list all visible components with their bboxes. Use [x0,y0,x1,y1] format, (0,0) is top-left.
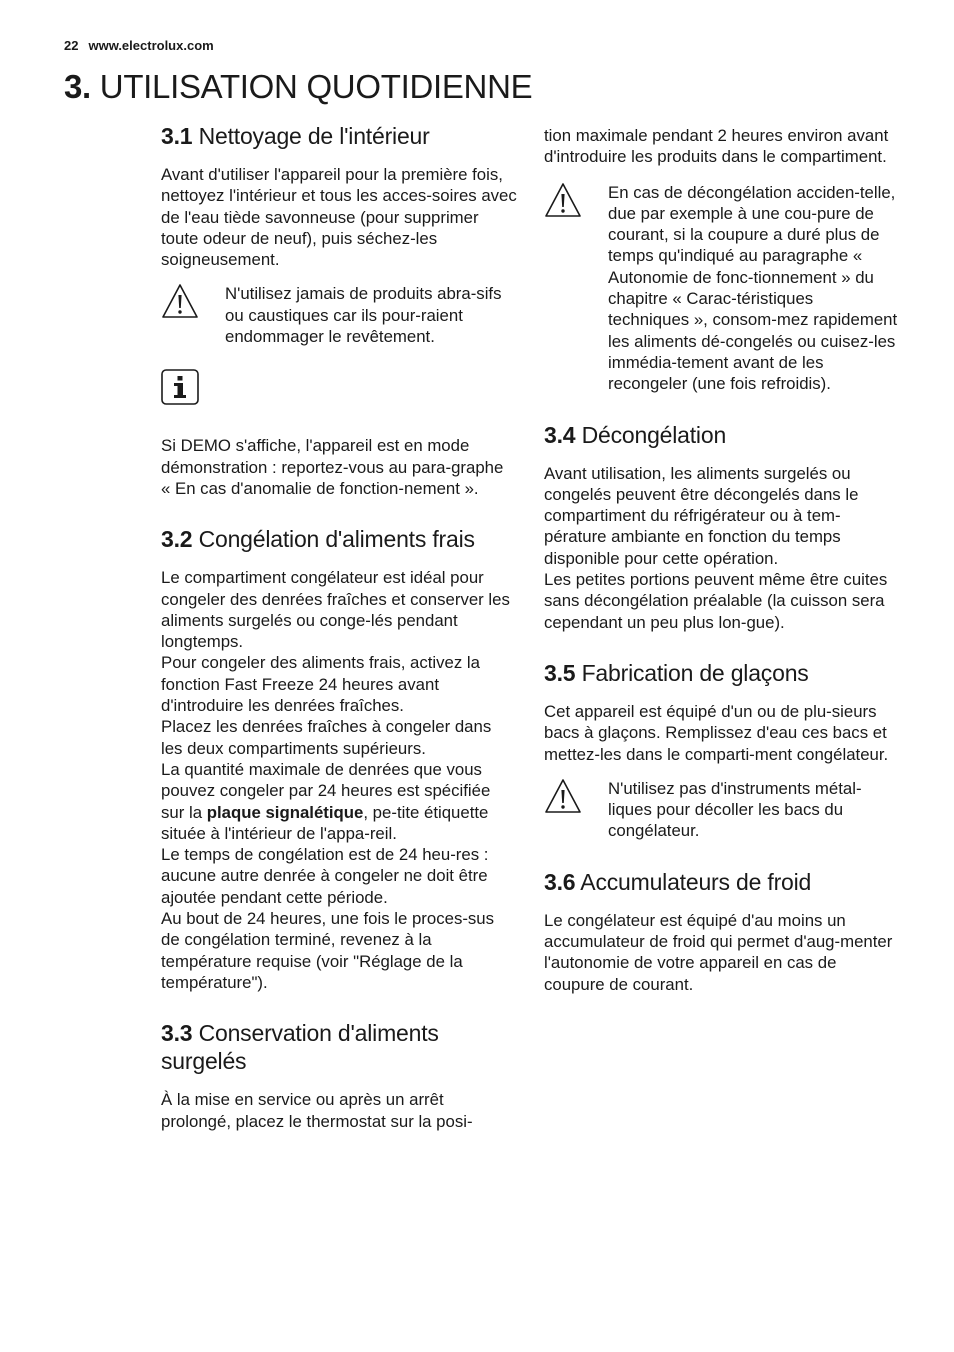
paragraph: Pour congeler des aliments frais, activez la fonction Fast Freeze 24 heures avant d'introduire les denrées fraîches. [161,653,480,716]
section-heading [161,122,517,150]
paragraph: Avant d'utiliser l'appareil pour la première fois, nettoyez l'intérieur et tous les acces-soires avec de l'eau tiède savonneuse (pour supprimer toute odeur de neuf), puis séchez-les soigneusement. [161,165,517,270]
warning-icon [161,283,199,319]
paragraph: Le congélateur est équipé d'au moins un accumulateur de froid qui permet d'aug-menter l'autonomie de votre appareil en cas de coupure de courant. [544,910,893,994]
section-heading [544,868,899,896]
section-heading [544,421,899,449]
info-block [161,369,517,405]
section-title: Congélation d'aliments frais [198,526,475,553]
left-column [161,122,517,1132]
info-text: Si DEMO s'affiche, l'appareil est en mode démonstration : reportez-vous au para-graphe « En cas d'anomalie de fonction-nement ». [161,436,504,498]
warning-icon [544,182,582,218]
chapter-title-text: UTILISATION QUOTIDIENNE [99,68,533,105]
paragraph: Avant utilisation, les aliments surgelés ou congelés peuvent être décongelés dans le compartiment du réfrigérateur ou à tem-pérature ambiante en fonction du temps disponible pour cette opération. [544,463,859,568]
paragraph: Le temps de congélation est de 24 heu-res : aucune autre denrée à congeler ne doit être ajoutée pendant cette période. [161,845,489,907]
paragraph: Les petites portions peuvent même être cuites sans décongélation préalable (la cuisson sera cependant un peu plus lon-gue). [544,570,888,632]
section-title: Accumulateurs de froid [580,868,812,895]
section-title: Conservation d'aliments surgelés [161,1020,439,1075]
section-number: 3.5 [544,659,576,686]
website: www.electrolux.com [88,38,214,53]
right-column [544,125,899,995]
paragraph: Au bout de 24 heures, une fois le proces-sus de congélation terminé, revenez à la température requise (voir "Réglage de la température"). [161,909,495,992]
warning-icon [544,778,582,814]
section-heading [161,525,517,553]
section-number: 3.2 [161,526,193,553]
section-title: Nettoyage de l'intérieur [198,123,430,149]
text-run: La quantité maximale de denrées que vous pouvez congeler par 24 heures est spécifiée sur la [161,759,491,822]
info-icon [161,369,199,405]
paragraph: Le compartiment congélateur est idéal pour congeler des denrées fraîches et conserver les aliments surgelés ou conge-lés pendant longtemps. [161,568,510,652]
warning-text: N'utilisez pas d'instruments métal-liques pour décoller les bacs du congélateur. [608,778,862,841]
section-number: 3.1 [161,123,193,149]
section-number: 3.3 [161,1020,193,1047]
chapter-title [64,68,532,106]
chapter-number: 3. [64,68,91,105]
section-title: Fabrication de glaçons [581,659,809,686]
warning-note [161,283,517,347]
paragraph: Placez les denrées fraîches à congeler dans les deux compartiments supérieurs. [161,717,492,758]
section-number: 3.4 [544,421,576,448]
section-number: 3.6 [544,868,576,895]
section-title: Décongélation [581,421,727,448]
section-heading [161,1019,517,1075]
warning-note [544,182,899,395]
paragraph: Cet appareil est équipé d'un ou de plu-sieurs bacs à glaçons. Remplissez d'eau ces bacs et mettez-les dans le comparti-ment congélateur. [544,701,889,764]
text-run: , pe-tite étiquette située à l'intérieur de l'appa-reil. [161,802,489,843]
page-number: 22 [64,38,79,53]
warning-note [544,778,899,842]
page-header [64,38,214,53]
bold-term: plaque signalétique [206,802,364,822]
warning-text: N'utilisez jamais de produits abra-sifs ou caustiques car ils pour-raient endommager le revêtement. [225,284,502,347]
warning-text: En cas de décongélation acciden-telle, due par exemple à une cou-pure de courant, si la coupure a duré plus de temps qu'indiqué au paragraphe « Autonomie de fonc-tionnement » du chapitre « Carac-téristiques techniques », consom-mez rapidement les aliments dé-congelés ou cuisez-les immédia-tement avant de les recongeler (une fois refroidis). [608,182,898,394]
paragraph: À la mise en service ou après un arrêt prolongé, placez le thermostat sur la posi- [161,1090,473,1131]
paragraph [161,759,517,844]
section-heading [544,659,899,687]
paragraph: tion maximale pendant 2 heures environ avant d'introduire les produits dans le compartiment. [544,126,889,167]
